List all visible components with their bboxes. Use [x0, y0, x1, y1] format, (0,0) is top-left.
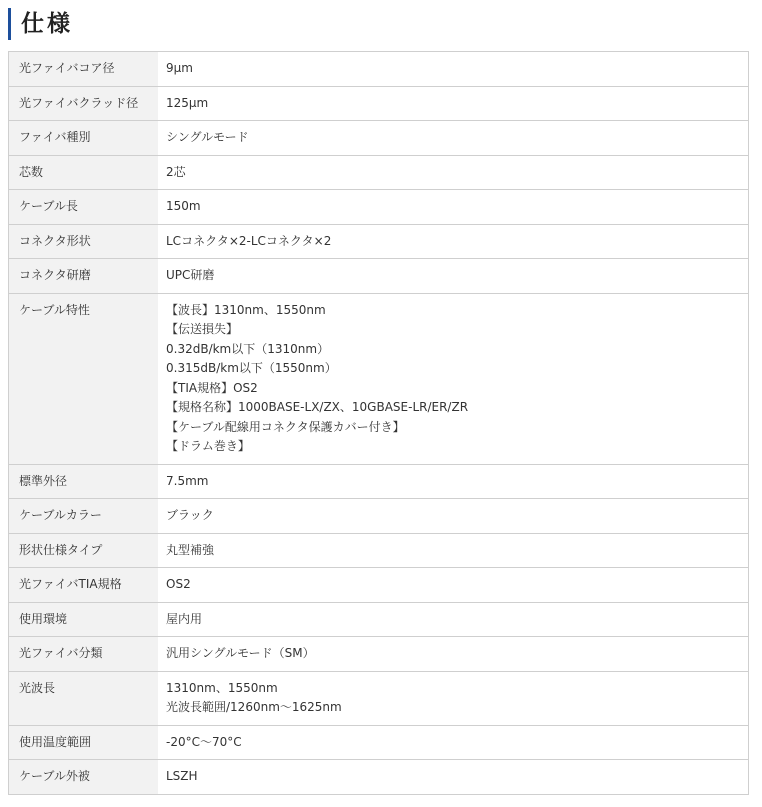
spec-row — [9, 533, 749, 568]
spec-label: ケーブルカラー — [9, 499, 159, 534]
spec-row — [9, 499, 749, 534]
spec-value — [158, 190, 749, 225]
spec-value-line: UPC研磨 — [166, 268, 215, 282]
spec-value — [158, 568, 749, 603]
spec-label: 光ファイバコア径 — [9, 52, 159, 87]
spec-value-line: 丸型補強 — [166, 542, 215, 557]
spec-value — [158, 52, 749, 87]
spec-row — [9, 760, 749, 795]
spec-value-line: -20°C〜70°C — [166, 734, 242, 749]
spec-row — [9, 259, 749, 294]
spec-row — [9, 568, 749, 603]
spec-value-line: シングルモード — [166, 130, 249, 144]
spec-label: 標準外径 — [9, 464, 159, 499]
spec-row — [9, 725, 749, 760]
spec-row — [9, 52, 749, 87]
spec-row — [9, 86, 749, 121]
spec-value — [158, 121, 749, 156]
spec-value-line: 【ドラム巻き】 — [166, 439, 250, 453]
spec-table-body — [9, 52, 749, 795]
spec-value-line: 【ケーブル配線用コネクタ保護カバー付き】 — [166, 419, 405, 434]
spec-value-line: 光波長範囲/1260nm〜1625nm — [166, 700, 342, 714]
spec-value — [158, 464, 749, 499]
spec-value — [158, 760, 749, 795]
spec-value-line: 125μm — [166, 95, 209, 110]
spec-value-line: 屋内用 — [166, 611, 203, 626]
spec-value-line: 【伝送損失】 — [166, 322, 239, 336]
spec-value-line: 【TIA規格】OS2 — [166, 380, 258, 395]
spec-value — [158, 637, 749, 672]
spec-label: ケーブル長 — [9, 190, 159, 225]
spec-value — [158, 671, 749, 725]
spec-label: コネクタ研磨 — [9, 259, 159, 294]
spec-value-line: 汎用シングルモード（SM） — [166, 646, 315, 660]
spec-value-line: 0.32dB/km以下（1310nm） — [166, 341, 330, 356]
spec-value-line: OS2 — [166, 577, 191, 591]
spec-value — [158, 533, 749, 568]
spec-row — [9, 637, 749, 672]
spec-label: ファイバ種別 — [9, 121, 159, 156]
spec-label: 芯数 — [9, 155, 159, 190]
spec-label: 使用環境 — [9, 602, 159, 637]
spec-label: コネクタ形状 — [9, 224, 159, 259]
spec-value-line: 1310nm、1550nm — [166, 680, 278, 695]
section-heading — [8, 8, 73, 40]
spec-value — [158, 293, 749, 464]
spec-value-line: LSZH — [166, 769, 198, 783]
spec-value — [158, 155, 749, 190]
spec-value — [158, 259, 749, 294]
spec-value-line: 7.5mm — [166, 473, 209, 488]
spec-value-line: 【規格名称】1000BASE-LX/ZX、10GBASE-LR/ER/ZR — [166, 400, 469, 414]
spec-row — [9, 224, 749, 259]
spec-label: 光波長 — [9, 671, 159, 725]
spec-value-line: LCコネクタ×2-LCコネクタ×2 — [166, 233, 332, 248]
spec-label: 光ファイバTIA規格 — [9, 568, 159, 603]
spec-row — [9, 464, 749, 499]
spec-value-line: 【波長】1310nm、1550nm — [166, 302, 326, 317]
spec-value-line: 2芯 — [166, 164, 186, 179]
spec-value-line: 9μm — [166, 61, 193, 75]
spec-row — [9, 155, 749, 190]
spec-row — [9, 121, 749, 156]
spec-value — [158, 86, 749, 121]
spec-row — [9, 671, 749, 725]
spec-label: ケーブル特性 — [9, 293, 159, 464]
spec-value-line: 0.315dB/km以下（1550nm） — [166, 361, 337, 375]
spec-label: 使用温度範囲 — [9, 725, 159, 760]
spec-label: ケーブル外被 — [9, 760, 159, 795]
spec-row — [9, 602, 749, 637]
spec-value-line: 150m — [166, 199, 201, 213]
spec-value — [158, 602, 749, 637]
spec-label: 光ファイバクラッド径 — [9, 86, 159, 121]
spec-label: 光ファイバ分類 — [9, 637, 159, 672]
spec-table — [8, 51, 749, 795]
spec-label: 形状仕様タイプ — [9, 533, 159, 568]
spec-value — [158, 499, 749, 534]
spec-row — [9, 190, 749, 225]
page-title: 仕様 — [21, 10, 73, 37]
spec-value — [158, 725, 749, 760]
spec-value — [158, 224, 749, 259]
spec-row — [9, 293, 749, 464]
spec-value-line: ブラック — [166, 508, 214, 522]
